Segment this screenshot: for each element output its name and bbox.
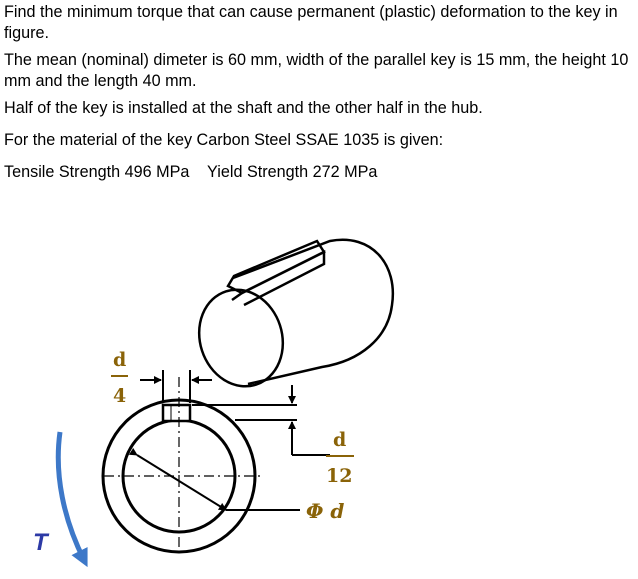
depth-label-denominator: 12 xyxy=(326,465,353,487)
problem-paragraph-3: Half of the key is installed at the shaft and the other half in the hub. xyxy=(4,99,483,117)
torque-arrow xyxy=(58,432,84,560)
width-label-numerator: d xyxy=(113,349,127,371)
key-width-dimension xyxy=(140,370,212,403)
shaft-body-outline xyxy=(233,240,393,384)
torque-label: T xyxy=(33,529,48,556)
key-section xyxy=(163,405,190,421)
width-label-denominator: 4 xyxy=(113,385,127,407)
problem-paragraph-2: The mean (nominal) dimeter is 60 mm, width of the parallel key is 15 mm, the height 10 mm and the length 40 mm. xyxy=(4,51,629,90)
cross-section xyxy=(103,377,300,552)
key-isometric xyxy=(228,241,324,305)
diameter-label: Φ d xyxy=(306,499,345,523)
shaft-isometric xyxy=(187,240,393,398)
problem-paragraph-4: For the material of the key Carbon Steel SSAE 1035 is given: xyxy=(4,131,444,149)
torque-indicator xyxy=(33,432,84,560)
key-depth-dimension xyxy=(192,385,330,455)
problem-paragraph-1: Find the minimum torque that can cause permanent (plastic) deformation to the key in figure. xyxy=(4,3,618,42)
diameter-dimension-line xyxy=(137,455,226,510)
material-properties: Tensile Strength 496 MPa Yield Strength 272 MPa xyxy=(4,163,378,181)
depth-label-numerator: d xyxy=(333,429,347,451)
